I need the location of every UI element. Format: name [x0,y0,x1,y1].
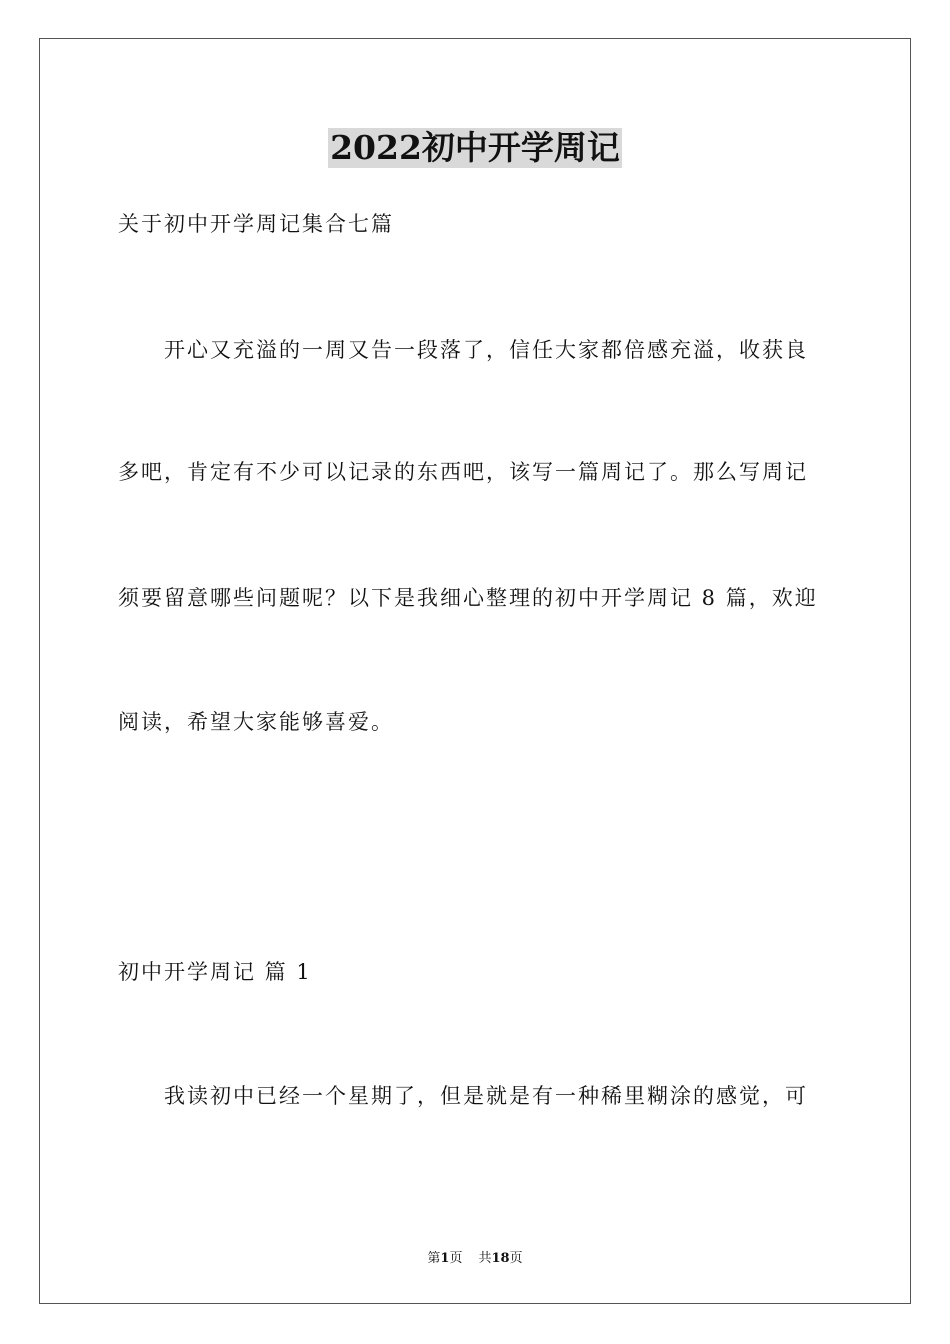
section-heading: 初中开学周记 篇 1 [118,960,312,984]
intro-line-3: 须要留意哪些问题呢？以下是我细心整理的初中开学周记 8 篇，欢迎 [118,586,818,610]
footer-total-suffix: 页 [509,1251,523,1266]
intro-line-2: 多吧，肯定有不少可以记录的东西吧，该写一篇周记了。那么写周记 [118,460,808,484]
footer-page-prefix: 第 [427,1251,441,1266]
intro-line-1: 开心又充溢的一周又告一段落了，信任大家都倍感充溢，收获良 [164,338,808,362]
page-footer [0,1247,950,1266]
intro-line-4: 阅读，希望大家能够喜爱。 [118,710,394,734]
footer-page-number: 1 [440,1251,450,1266]
section-line-1: 我读初中已经一个星期了，但是就是有一种稀里糊涂的感觉，可 [164,1084,808,1108]
document-title-container [0,128,950,168]
footer-total-pages: 18 [491,1251,510,1266]
footer-total-prefix: 共 [478,1251,492,1266]
footer-page-suffix: 页 [449,1251,463,1266]
document-title: 2022初中开学周记 [330,128,620,167]
document-subtitle: 关于初中开学周记集合七篇 [118,212,394,236]
